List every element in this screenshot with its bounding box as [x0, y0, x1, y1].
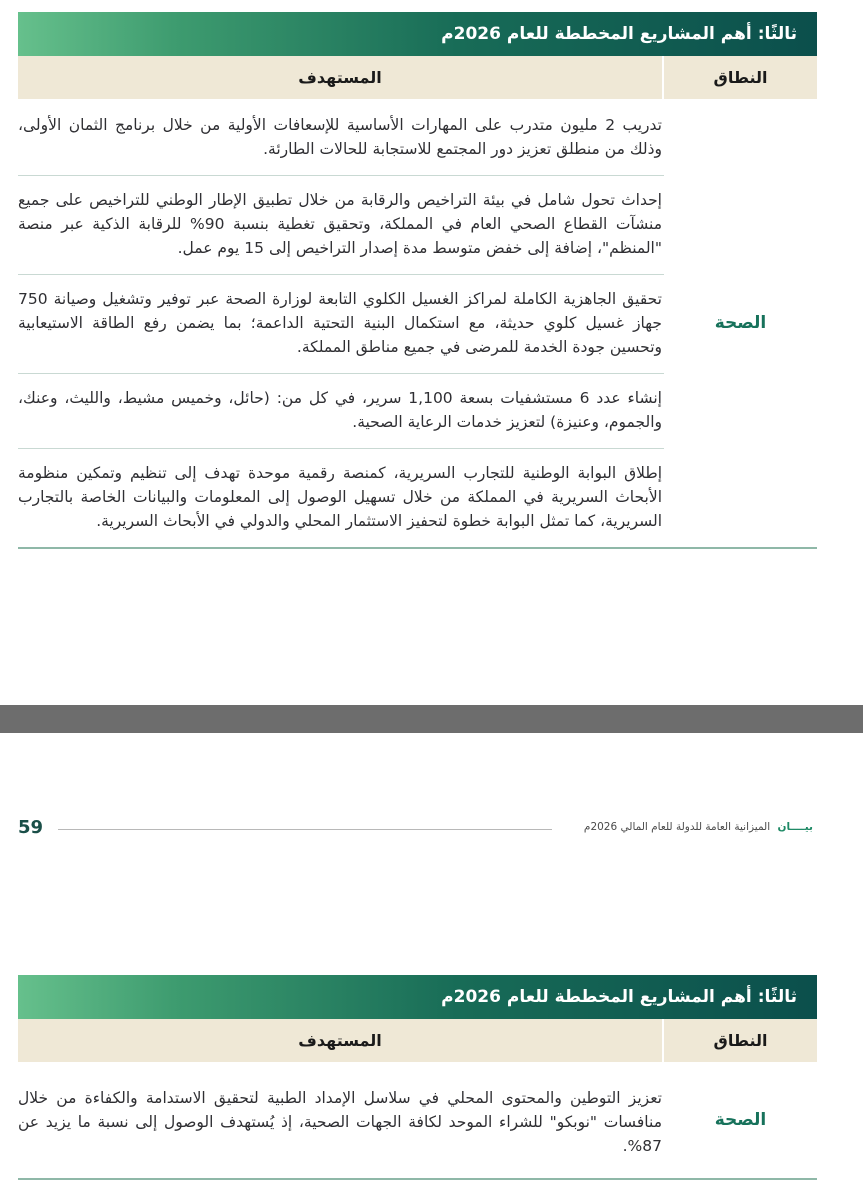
column-header-scope: النطاق: [713, 1031, 768, 1050]
table-header: [18, 1019, 817, 1062]
table-body: [18, 1062, 817, 1180]
page-divider: [0, 705, 863, 733]
page-footer: [0, 815, 863, 845]
column-header-target: المستهدف: [18, 56, 664, 99]
footer-rule: [58, 829, 552, 830]
footer-caption: [584, 821, 813, 833]
column-header-target: المستهدف: [18, 1019, 664, 1062]
projects-section-1: [18, 12, 817, 549]
section-title-text: أهم المشاريع المخططة للعام 2026م: [441, 987, 752, 1007]
section-title-banner: [18, 975, 817, 1019]
page-number: 59: [18, 817, 44, 838]
target-item: إحداث تحول شامل في بيئة التراخيص والرقابة من خلال تطبيق الإطار الوطني للتراخيص على جميع منشآت القطاع الصحي العام في المملكة، وتحقيق تغطية بنسبة 90% للرقابة الذكية عبر منصة "المنظم"، إضافة إلى خفض متوسط مدة إصدار التراخيص إلى 15 يوم عمل.: [18, 176, 664, 275]
footer-caption-text: الميزانية العامة للدولة للعام المالي 2026م: [583, 821, 771, 833]
scope-cell-health: الصحة: [714, 313, 767, 333]
target-item: إطلاق البوابة الوطنية للتجارب السريرية، كمنصة رقمية موحدة تهدف إلى تنظيم وتمكين منظومة الأبحاث السريرية في المملكة من خلال تسهيل الوصول إلى المعلومات والبيانات الخاصة بالتجارب السريرية، كما تمثل البوابة خطوة لتحفيز الاستثمار المحلي والدولي في الأبحاث السريرية.: [18, 464, 662, 530]
target-item: تعزيز التوطين والمحتوى المحلي في سلاسل الإمداد الطبية لتحقيق الاستدامة والكفاءة من خلال منافسات "نوبكو" للشراء الموحد لكافة الجهات الصحية، إذ يُستهدف الوصول إلى نسبة ما يزيد عن 87%.: [18, 1089, 662, 1155]
scope-cell-health: الصحة: [714, 1110, 767, 1130]
section-title-text: أهم المشاريع المخططة للعام 2026م: [441, 24, 752, 44]
section-title-lead: ثالثًا:: [757, 24, 797, 44]
table-header: [18, 56, 817, 99]
targets-list: [18, 99, 664, 547]
target-item: تحقيق الجاهزية الكاملة لمراكز الغسيل الكلوي التابعة لوزارة الصحة عبر توفير وتشغيل وصيانة 750 جهاز غسيل كلوي حديثة، مع استكمال البنية التحتية الداعمة؛ بما يضمن رفع الطاقة الاستيعابية وتحسين جودة الخدمة للمرضى في جميع مناطق المملكة.: [18, 275, 664, 374]
target-item: تدريب 2 مليون متدرب على المهارات الأساسية للإسعافات الأولية من خلال برنامج الثمان الأولى، وذلك من منطلق تعزيز دور المجتمع للاستجابة للحالات الطارئة.: [18, 99, 664, 176]
section-title-lead: ثالثًا:: [757, 987, 797, 1007]
target-item: إنشاء عدد 6 مستشفيات بسعة 1,100 سرير، في كل من: (حائل، وخميس مشيط، والليث، وعنك، والجموم، وعنيزة) لتعزيز خدمات الرعاية الصحية.: [18, 374, 664, 449]
section-title-banner: [18, 12, 817, 56]
column-header-scope: النطاق: [713, 68, 768, 87]
footer-brand-logo: بيــــان: [777, 821, 813, 833]
targets-list: [18, 1062, 664, 1178]
table-body: [18, 99, 817, 549]
projects-section-2: [18, 975, 817, 1180]
